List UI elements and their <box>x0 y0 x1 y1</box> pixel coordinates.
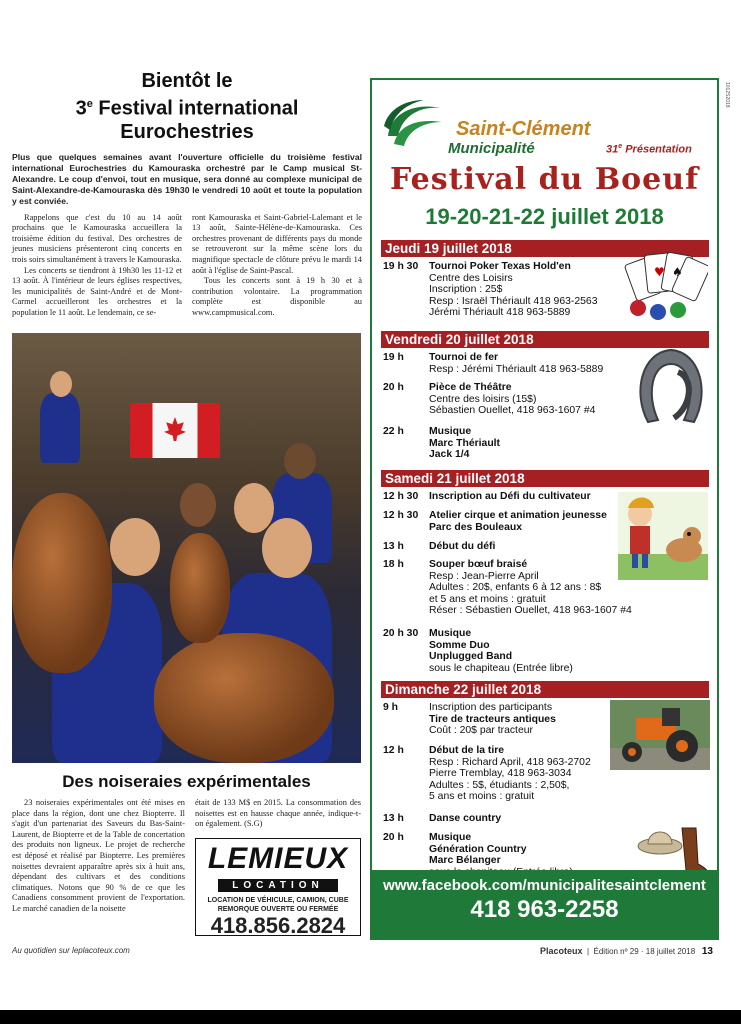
festival-poster <box>370 78 719 940</box>
event-line: Resp : Richard April, 418 963-2702 <box>429 756 591 768</box>
event-time: 20 h <box>383 832 404 843</box>
event-time: 20 h 30 <box>383 628 419 639</box>
paragraph: Rappelons que c'est du 10 au 14 août prochains que le Kamouraska accueillera la troisième édition du festival. Des orchestres de jeunes musiciens présenteront cinq concerts en trois soirs simultanément à travers le Kamouraska. <box>12 212 182 265</box>
event-title: Tire de tracteurs antiques <box>429 713 556 725</box>
event-line: Adultes : 20$, enfants 6 à 12 ans : 8$ <box>429 582 602 594</box>
event-title: Début du défi <box>429 541 496 552</box>
presentation-number: 31 <box>606 143 619 156</box>
event-line: Pierre Tremblay, 418 963-3034 <box>429 768 572 780</box>
tractor-photo-icon <box>610 700 710 770</box>
article-column-2 <box>195 798 361 830</box>
horseshoe-icon <box>634 342 708 428</box>
cello-shape <box>154 633 334 763</box>
presentation-superscript: e <box>618 143 623 150</box>
event-title: Musique <box>429 832 472 843</box>
ad-logo: LEMIEUX <box>207 841 349 875</box>
event-line: Sébastien Ouellet, 418 963-1607 #4 <box>429 405 596 417</box>
ad-location-band: LOCATION <box>218 879 337 892</box>
cello-shape <box>170 533 230 643</box>
musician-shape <box>50 371 72 397</box>
footer-edition: Placoteux | Édition nº 29 · 18 juillet 2018 13 <box>540 946 713 957</box>
presentation-word: Présentation <box>622 143 692 156</box>
article-title: Des noiseraies expérimentales <box>62 772 311 791</box>
event-time: 22 h <box>383 426 404 437</box>
event-line: Somme Duo <box>429 639 490 651</box>
day-header: Dimanche 22 juillet 2018 <box>381 681 709 698</box>
event-line: et 5 ans et moins : gratuit <box>429 593 546 605</box>
day-header: Samedi 21 juillet 2018 <box>381 470 709 487</box>
event-time: 12 h <box>383 745 404 756</box>
event-title: Début de la tire <box>429 745 505 756</box>
event-line: Parc des Bouleaux <box>429 521 522 533</box>
title-line-3: Eurochestries <box>120 120 254 143</box>
canada-flag-image <box>130 403 220 458</box>
article-lead: Plus que quelques semaines avant l'ouverture officielle du troisième festival international Eurochestries du Kamouraska orchestré par le Camp musical St-Alexandre. Le coup d'envoi, tout en musique, sera donné au complexe municipal de Saint-Alexandre-de-Kamouraska dès 19h30 le vendredi 10 août et toute la population y est conviée. <box>12 151 362 206</box>
playing-cards-icon <box>624 246 708 322</box>
cello-shape <box>12 493 112 673</box>
title-number: 3 <box>75 97 87 120</box>
title-line-2 <box>12 93 362 121</box>
title-line-1: Bientôt le <box>141 70 233 92</box>
presentation-label <box>606 143 692 156</box>
event-line: Centre des Loisirs <box>429 272 513 284</box>
musician-shape <box>262 518 312 578</box>
festival-title: Festival du Boeuf <box>389 162 699 197</box>
municipality-name: Saint-Clément <box>456 118 591 140</box>
event-line: Resp : Jérémi Thériault 418 963-5889 <box>429 363 604 375</box>
event-line: Génération Country <box>429 843 527 855</box>
event-item <box>381 813 711 825</box>
event-time: 19 h 30 <box>383 261 419 272</box>
event-line: Resp : Israël Thériault 418 963-2563 <box>429 295 598 307</box>
musician-shape <box>110 518 160 576</box>
event-line: 5 ans et moins : gratuit <box>429 791 535 803</box>
bottom-bar <box>0 1010 741 1024</box>
ad-line: REMORQUE OUVERTE OU FERMÉE <box>217 905 339 913</box>
event-time: 12 h 30 <box>383 510 419 521</box>
event-title: Pièce de Théâtre <box>429 382 512 393</box>
day-header: Jeudi 19 juillet 2018 <box>381 240 709 257</box>
event-time: 13 h <box>383 813 404 824</box>
lemieux-ad <box>195 838 361 936</box>
event-title: Atelier cirque et animation jeunesse <box>429 510 607 521</box>
event-line: Marc Thériault <box>429 437 501 449</box>
event-line: Resp : Jean-Pierre April <box>429 570 539 582</box>
footer-brand: Placoteux <box>540 946 583 956</box>
svg-text:♥: ♥ <box>654 265 665 279</box>
event-line: Réser : Sébastien Ouellet, 418 963-1607 #4 <box>429 605 632 617</box>
event-title: Danse country <box>429 813 502 824</box>
festival-dates: 19-20-21-22 juillet 2018 <box>425 204 664 229</box>
page-number: 13 <box>701 946 713 957</box>
paragraph: 23 noiseraies expérimentales ont été mises en place dans la région, dont une chez Biopterre. Il s'agit d'un partenariat des Saveurs du Bas-Saint-Laurent, de Biopterre et de la Table de concertation des produits non ligneux. Le projet de recherche est déposé et réalisé par Biopterre. Les premières noisettes devraient apparaître après six à huit ans, dépendant des cultivars et des conditions climatiques. Notons que 90 % de ce que les Canadiens consomment provient de l'exportation. Le marché canadien de la noisette <box>12 798 185 913</box>
event-time: 19 h <box>383 352 404 363</box>
event-time: 20 h <box>383 382 404 393</box>
ad-line: LOCATION DE VÉHICULE, CAMION, CUBE <box>207 896 349 904</box>
event-title: Inscription au Défi du cultivateur <box>429 491 591 502</box>
event-title: Tournoi Poker Texas Hold'en <box>429 261 571 272</box>
event-line: Unplugged Band <box>429 651 513 663</box>
article-eurochestries <box>12 70 362 319</box>
musician-shape <box>180 483 216 527</box>
poster-phone: 418 963-2258 <box>470 896 619 923</box>
event-title: Musique <box>429 426 472 437</box>
article-title <box>12 70 362 144</box>
event-line: Adultes : 5$, étudiants : 2,50$, <box>429 779 570 791</box>
footer-edition-text: Édition nº 29 · 18 juillet 2018 <box>593 947 696 956</box>
paragraph: Les concerts se tiendront à 19h30 les 11-12 et 13 août. À l'intérieur de leurs églises respectives, les municipalités de Saint-André et de Mont-Carmel accueilleront les orchestres et la population le 11 août. Le lendemain, ce se- <box>12 265 182 317</box>
event-line: Inscription : 25$ <box>429 284 503 296</box>
event-line: Jack 1/4 <box>429 449 470 461</box>
musician-shape <box>284 443 316 479</box>
municipality-logo-icon <box>380 96 446 154</box>
event-time: 12 h 30 <box>383 491 419 502</box>
musician-shape <box>234 483 274 533</box>
event-title: Musique <box>429 628 472 639</box>
article-column-1 <box>12 798 185 936</box>
article-column-1 <box>12 213 182 319</box>
paragraph: était de 133 M$ en 2015. La consommation des noisettes est en hausse chaque année, indique-t-on également. (S.G) <box>195 798 361 829</box>
svg-text:♠: ♠ <box>672 265 683 279</box>
article-noiseraies <box>12 798 361 936</box>
event-item <box>381 426 711 461</box>
event-time: 18 h <box>383 559 404 570</box>
ad-phone: 418.856.2824 <box>210 912 346 938</box>
musician-shape <box>40 393 80 463</box>
event-line: Coût : 20$ par tracteur <box>429 725 533 737</box>
title-rest: Festival international <box>92 97 299 120</box>
event-time: 13 h <box>383 541 404 552</box>
paragraph: Tous les concerts sont à 19 h 30 et à contribution volontaire. La programmation complète est disponible au www.campmusical.com. <box>192 276 362 317</box>
poster-footer <box>372 870 717 938</box>
farmer-cartoon-icon <box>618 492 708 580</box>
footer-website: Au quotidien sur leplacoteux.com <box>12 946 130 955</box>
side-code: 1012S2018 <box>724 82 730 108</box>
event-title: Tournoi de fer <box>429 352 499 363</box>
event-line: sous le chapiteau (Entrée libre) <box>429 662 573 674</box>
orchestra-photo <box>12 333 361 763</box>
municipality-word: Municipalité <box>448 140 535 157</box>
facebook-url: www.facebook.com/municipalitesaintclement <box>383 877 706 894</box>
event-title: Souper bœuf braisé <box>429 559 528 570</box>
paragraph: ront Kamouraska et Saint-Gabriel-Lalemant et le 13 août, Sainte-Hélène-de-Kamouraska. Ces orchestres provenant de différents pays du monde se retrouveront sur la même scène lors du magnifique spectacle de clôture prévu le mardi 14 août à l'église de Saint-Pascal. <box>192 212 362 275</box>
event-line: Jérémi Thériault 418 963-5889 <box>429 307 571 319</box>
event-time: 9 h <box>383 702 399 713</box>
event-item <box>381 628 711 674</box>
event-line: Inscription des participants <box>429 702 553 713</box>
event-line: Centre des loisirs (15$) <box>429 393 537 405</box>
event-line: Marc Bélanger <box>429 855 501 867</box>
article-column-2 <box>192 213 362 319</box>
day-header: Vendredi 20 juillet 2018 <box>381 331 709 348</box>
title-superscript: e <box>86 98 93 110</box>
